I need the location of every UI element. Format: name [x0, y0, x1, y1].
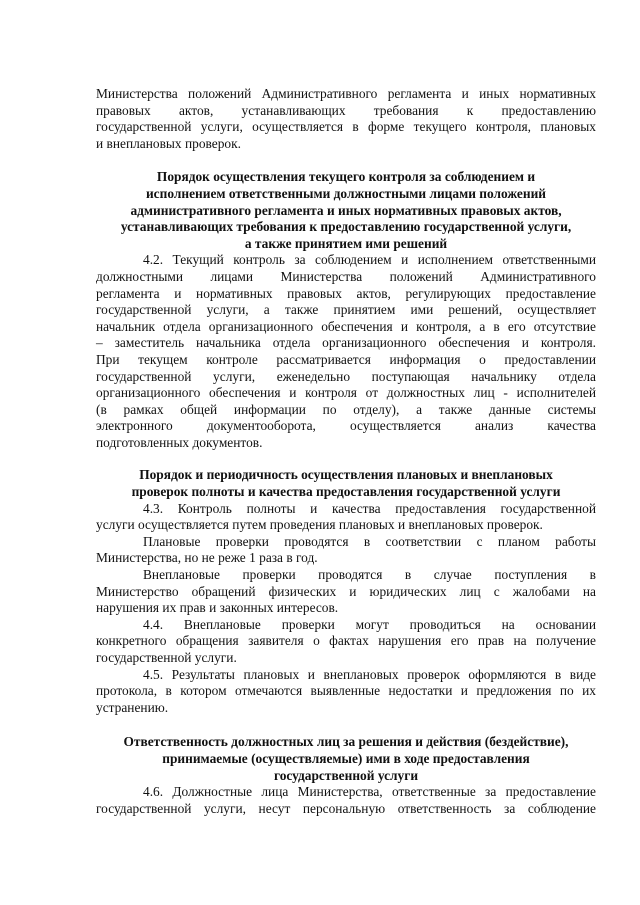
- text-line: регламента и нормативных правовых актов, регулирующих предоставление: [96, 285, 596, 301]
- text-line: и внеплановых проверок.: [96, 135, 241, 151]
- text-line: подготовленных документов.: [96, 434, 263, 450]
- heading-line: Порядок и периодичность осуществления плановых и внеплановых: [139, 467, 553, 483]
- text-line: При текущем контроле рассматривается информация о предоставлении: [96, 351, 596, 367]
- paragraph-planned-inspections: [96, 534, 596, 567]
- paragraph-4-3: [96, 501, 596, 534]
- text-line: конкретного обращения заявителя о фактах нарушения его прав на получение: [96, 633, 596, 649]
- heading-line: Порядок осуществления текущего контроля за соблюдением и: [156, 169, 536, 185]
- text-line: 4.6. Должностные лица Министерства, ответственные за предоставление: [143, 784, 596, 800]
- text-line: электронного документооборота, осуществляется анализ качества: [96, 418, 596, 434]
- paragraph-4-5: [96, 667, 596, 717]
- text-line: правовых актов, устанавливающих требования к предоставлению: [96, 102, 596, 118]
- text-line: государственной услуги, а также принятием ими решений, осуществляет: [96, 302, 596, 318]
- heading-line: проверок полноты и качества предоставления государственной услуги: [131, 484, 561, 500]
- text-line: государственной услуги, несут персональную ответственность за соблюдение: [96, 800, 596, 816]
- text-line: 4.2. Текущий контроль за соблюдением и исполнением ответственными: [143, 252, 596, 268]
- text-line: протокола, в котором отмечаются выявленные недостатки и предложения по их: [96, 683, 596, 699]
- text-line: Министерства, но не реже 1 раза в год.: [96, 550, 318, 566]
- heading-line: а также принятием ими решений: [244, 235, 448, 251]
- text-line: организационного обеспечения и контроля от должностных лиц - исполнителей: [96, 385, 596, 401]
- paragraph-4-4: [96, 617, 596, 667]
- intro-paragraph: [96, 86, 596, 152]
- text-line: начальник отдела организационного обеспечения и контроля, а в его отсутствие: [96, 318, 596, 334]
- text-line: – заместитель начальника отдела организационного обеспечения и контроля.: [96, 335, 596, 351]
- heading-line: Ответственность должностных лиц за решения и действия (бездействие),: [123, 734, 569, 750]
- text-line: государственной услуги, еженедельно поступающая начальнику отдела: [96, 368, 596, 384]
- text-line: Плановые проверки проводятся в соответствии с планом работы: [143, 533, 596, 549]
- heading-line: устанавливающих требования к предоставлению государственной услуги,: [120, 219, 572, 235]
- heading-line: исполнением ответственными должностными лицами положений: [145, 185, 547, 201]
- text-line: 4.3. Контроль полноты и качества предоставления государственной: [143, 500, 596, 516]
- heading-line: административного регламента и иных нормативных правовых актов,: [130, 202, 562, 218]
- heading-line: государственной услуги: [273, 767, 419, 783]
- text-line: государственной услуги.: [96, 650, 237, 665]
- paragraph-4-6: [96, 784, 596, 817]
- section-heading-current-control: [96, 169, 596, 252]
- text-line: Министерство обращений физических и юридических лиц с жалобами на: [96, 583, 596, 599]
- text-line: услуги осуществляется путем проведения плановых и внеплановых проверок.: [96, 517, 543, 533]
- section-heading-responsibility: [96, 734, 596, 784]
- text-line: устранению.: [96, 699, 169, 715]
- text-line: Внеплановые проверки проводятся в случае поступления в: [143, 567, 596, 583]
- heading-line: принимаемые (осуществляемые) ими в ходе предоставления: [162, 750, 530, 766]
- text-line: 4.5. Результаты плановых и внеплановых проверок оформляются в виде: [143, 666, 596, 682]
- paragraph-unplanned-inspections: [96, 567, 596, 617]
- text-line: государственной услуги, осуществляется в форме текущего контроля, плановых: [96, 119, 596, 135]
- text-line: Министерства положений Административного регламента и иных нормативных: [96, 86, 596, 101]
- text-line: нарушения их прав и законных интересов.: [96, 600, 339, 616]
- text-line: должностными лицами Министерства положений Административного: [96, 268, 596, 284]
- section-heading-inspections: [96, 467, 596, 500]
- document-page: [96, 86, 596, 817]
- text-line: (в рамках общей информации по отделу), а также данные системы: [96, 401, 596, 417]
- paragraph-4-2: [96, 252, 596, 451]
- text-line: 4.4. Внеплановые проверки могут проводиться на основании: [143, 616, 596, 632]
